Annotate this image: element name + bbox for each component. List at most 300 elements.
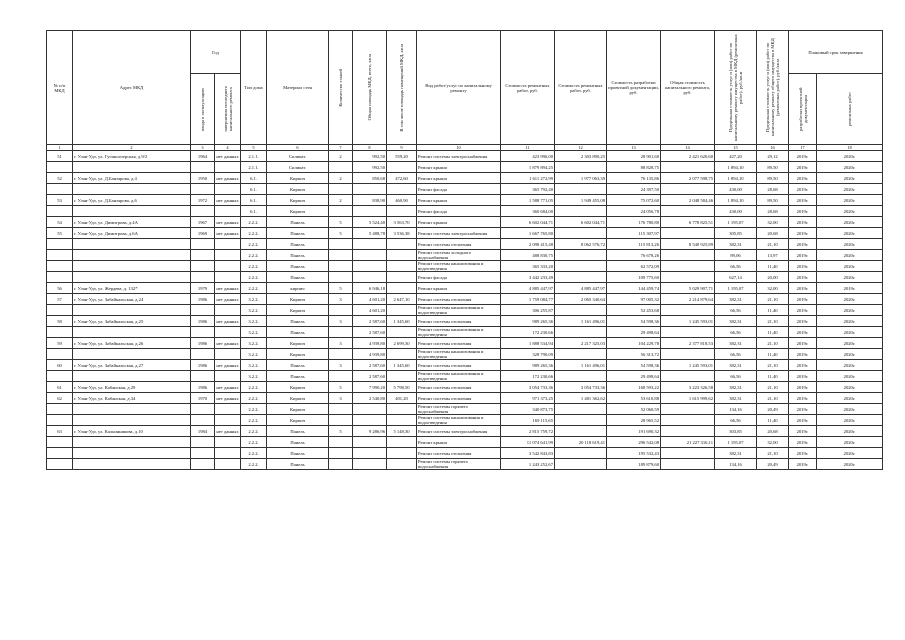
cell-repair-cost-total: 1 161 496,01	[555, 316, 607, 327]
cell-work-type: Ремонт системы горячего водоснабжения	[417, 459, 501, 470]
cell-commission-year: 1986	[191, 382, 215, 393]
cell-work-type: Ремонт системы отопления	[417, 316, 501, 327]
header-plan-group: Плановый срок завершения	[789, 31, 883, 74]
cell-wall-material: кирпич	[267, 283, 329, 294]
column-number: 3	[191, 145, 215, 151]
cell-design-deadline: 2019г.	[789, 250, 817, 261]
cell-design-cost: 62 572,09	[607, 261, 661, 272]
cell-repair-cost: 172 230,66	[501, 371, 555, 382]
table-row	[47, 448, 883, 459]
cell-repair-cost-total	[555, 426, 607, 437]
document-page	[46, 30, 882, 470]
cell-repair-deadline: 2020г.	[817, 327, 883, 338]
column-number: 13	[607, 145, 661, 151]
cell-commission-year: 1950	[191, 173, 215, 184]
cell-work-type: Ремонт крыши	[417, 162, 501, 173]
cell-house-type: 2.2.2.	[241, 415, 267, 426]
cell-total-area: 5 488,78	[353, 228, 387, 239]
cell-repair-cost-total: 3 054 733,36	[555, 382, 607, 393]
cell-total-area: 2 587,60	[353, 360, 387, 371]
cell-wall-material: Силикат.	[267, 162, 329, 173]
cell-address	[73, 448, 191, 459]
cell-limit-cost-1: 305,85	[715, 228, 757, 239]
cell-repair-cost: 3 442 233,49	[501, 272, 555, 283]
cell-work-type: Ремонт системы отопления	[417, 393, 501, 404]
header-repair-deadline: ремонтных работ	[847, 92, 853, 126]
cell-house-type: 6.1.	[241, 195, 267, 206]
cell-wall-material: Кирпич	[267, 305, 329, 316]
cell-limit-cost-2: 89,50	[757, 162, 789, 173]
cell-repair-deadline: 2020г.	[817, 371, 883, 382]
cell-design-deadline: 2019г.	[789, 195, 817, 206]
cell-premises-area: 5 148,30	[387, 426, 417, 437]
cell-repair-deadline: 2020г.	[817, 338, 883, 349]
cell-design-cost: 76 678,26	[607, 250, 661, 261]
cell-floors	[329, 250, 353, 261]
cell-design-cost: 56 313,72	[607, 349, 661, 360]
cell-premises-area: 472,60	[387, 173, 417, 184]
cell-repair-deadline: 2020г.	[817, 294, 883, 305]
cell-design-deadline: 2019г.	[789, 261, 817, 272]
cell-limit-cost-1: 66,56	[715, 349, 757, 360]
cell-repair-cost-total: 1 949 455,08	[555, 195, 607, 206]
cell-work-type: Ремонт фасада	[417, 272, 501, 283]
cell-repair-cost-total: 4 885 447,97	[555, 283, 607, 294]
cell-limit-cost-2: 21,10	[757, 382, 789, 393]
cell-premises-area	[387, 162, 417, 173]
cell-address: г. Улан-Удэ, ул. Димитрова, д.4А	[73, 217, 191, 228]
cell-repair-deadline: 2020г.	[817, 217, 883, 228]
cell-work-type: Ремонт системы канализования и водоотведения	[417, 349, 501, 360]
cell-limit-cost-1: 89,06	[715, 250, 757, 261]
cell-design-deadline: 2019г.	[789, 162, 817, 173]
cell-floors: 5	[329, 228, 353, 239]
cell-address	[73, 327, 191, 338]
cell-repair-cost: 172 230,66	[501, 327, 555, 338]
column-number: 16	[757, 145, 789, 151]
table-row	[47, 294, 883, 305]
cell-floors	[329, 459, 353, 470]
cell-repair-cost: 11 074 641,99	[501, 437, 555, 448]
cell-row-number: 63	[47, 426, 73, 437]
cell-limit-cost-2: 21,10	[757, 338, 789, 349]
cell-total-cost: 2 214 879,64	[661, 294, 715, 305]
cell-floors	[329, 239, 353, 250]
cell-premises-area	[387, 305, 417, 316]
cell-repair-cost: 365 792,40	[501, 184, 555, 195]
cell-house-type: 2.2.2.	[241, 448, 267, 459]
cell-address	[73, 437, 191, 448]
table-row	[47, 250, 883, 261]
cell-design-cost: 115 307,97	[607, 228, 661, 239]
cell-design-deadline: 2019г.	[789, 151, 817, 162]
cell-row-number: 61	[47, 382, 73, 393]
cell-wall-material: Панель	[267, 426, 329, 437]
cell-design-deadline: 2019г.	[789, 327, 817, 338]
cell-premises-area: 3 536,38	[387, 228, 417, 239]
cell-commission-year	[191, 459, 215, 470]
table-row	[47, 404, 883, 415]
cell-design-cost: 189 879,60	[607, 459, 661, 470]
cell-house-type: 2.2.2.	[241, 459, 267, 470]
cell-total-area: 838,90	[353, 195, 387, 206]
cell-row-number	[47, 261, 73, 272]
cell-limit-cost-1: 382,31	[715, 338, 757, 349]
cell-premises-area	[387, 404, 417, 415]
column-number: 10	[417, 145, 501, 151]
cell-floors	[329, 349, 353, 360]
cell-repair-deadline: 2020г.	[817, 459, 883, 470]
cell-commission-year: 1984	[191, 426, 215, 437]
table-row	[47, 382, 883, 393]
table-row	[47, 162, 883, 173]
cell-repair-cost-total	[555, 349, 607, 360]
table-body	[47, 151, 883, 470]
header-commission-year: ввода в эксплуатацию	[200, 87, 205, 131]
header-work-type: Вид работ/услуг по капитальному ремонту	[417, 31, 501, 145]
cell-repair-deadline: 2020г.	[817, 206, 883, 217]
cell-premises-area	[387, 206, 417, 217]
cell-repair-cost: 2 098 415,48	[501, 239, 555, 250]
cell-floors: 5	[329, 217, 353, 228]
cell-wall-material: Панель	[267, 272, 329, 283]
column-number: 6	[267, 145, 329, 151]
cell-work-type: Ремонт системы отопления	[417, 239, 501, 250]
cell-address: г. Улан-Удэ, ул. Кабанская, д.29	[73, 382, 191, 393]
cell-work-type: Ремонт крыши	[417, 173, 501, 184]
cell-limit-cost-1: 1 894,10	[715, 162, 757, 173]
cell-address: г. Улан-Удэ, ул. Забайкальская, д.27	[73, 360, 191, 371]
cell-floors	[329, 437, 353, 448]
header-limit-cost-2: Предельная стоимость услуг и (или) работ по капитальному ремонту общего имущества в МКД (ремонтных работ), руб./кв.м	[765, 38, 781, 137]
cell-limit-cost-2: 11,40	[757, 415, 789, 426]
cell-limit-cost-1: 430,00	[715, 184, 757, 195]
cell-repair-cost: 1 243 252,67	[501, 459, 555, 470]
cell-house-type: 2.2.2.	[241, 272, 267, 283]
cell-total-cost	[661, 327, 715, 338]
cell-total-cost	[661, 228, 715, 239]
cell-repair-cost-total: 6 602 044,71	[555, 217, 607, 228]
cell-repair-deadline: 2020г.	[817, 162, 883, 173]
cell-repair-cost-total	[555, 459, 607, 470]
cell-floors	[329, 305, 353, 316]
cell-row-number: 52	[47, 173, 73, 184]
cell-floors: 5	[329, 382, 353, 393]
cell-total-area: 4 601,20	[353, 294, 387, 305]
cell-premises-area: 5 798,50	[387, 382, 417, 393]
cell-total-cost: 1 615 999,62	[661, 393, 715, 404]
cell-premises-area	[387, 250, 417, 261]
cell-commission-year	[191, 206, 215, 217]
cell-repair-deadline: 2020г.	[817, 228, 883, 239]
cell-repair-deadline: 2020г.	[817, 250, 883, 261]
cell-commission-year	[191, 415, 215, 426]
cell-premises-area: 2 699,30	[387, 338, 417, 349]
cell-repair-cost-total	[555, 250, 607, 261]
cell-limit-cost-1: 382,31	[715, 316, 757, 327]
cell-row-number	[47, 459, 73, 470]
cell-design-cost: 29 498,64	[607, 327, 661, 338]
cell-row-number	[47, 206, 73, 217]
cell-row-number: 53	[47, 195, 73, 206]
cell-last-repair-year	[215, 459, 241, 470]
header-row-number: № п/п МКД	[47, 31, 73, 145]
cell-repair-deadline: 2020г.	[817, 173, 883, 184]
cell-premises-area: 1 345,60	[387, 316, 417, 327]
cell-design-cost: 75 072,60	[607, 195, 661, 206]
cell-wall-material: Панель	[267, 437, 329, 448]
cell-premises-area	[387, 415, 417, 426]
cell-commission-year	[191, 261, 215, 272]
cell-limit-cost-2: 21,10	[757, 393, 789, 404]
cell-limit-cost-1: 382,31	[715, 448, 757, 459]
cell-house-type: 3.2.2.	[241, 294, 267, 305]
cell-row-number	[47, 272, 73, 283]
cell-design-deadline: 2019г.	[789, 239, 817, 250]
cell-work-type: Ремонт фасада	[417, 184, 501, 195]
cell-premises-area	[387, 349, 417, 360]
cell-wall-material: Кирпич	[267, 393, 329, 404]
cell-work-type: Ремонт системы канализования и водоотведения	[417, 327, 501, 338]
cell-design-cost: 115 813,26	[607, 239, 661, 250]
cell-last-repair-year	[215, 239, 241, 250]
cell-design-deadline: 2019г.	[789, 426, 817, 437]
cell-repair-cost-total: 2 303 890,25	[555, 151, 607, 162]
cell-work-type: Ремонт системы отопления	[417, 338, 501, 349]
cell-row-number	[47, 327, 73, 338]
cell-floors	[329, 184, 353, 195]
cell-address	[73, 305, 191, 316]
cell-house-type: 3.2.2.	[241, 360, 267, 371]
column-number: 11	[501, 145, 555, 151]
cell-last-repair-year: нет данных	[215, 228, 241, 239]
cell-repair-cost: 169 115,65	[501, 415, 555, 426]
cell-house-type: 3.2.2.	[241, 349, 267, 360]
cell-row-number	[47, 448, 73, 459]
cell-commission-year: 1986	[191, 360, 215, 371]
cell-design-cost: 28 965,52	[607, 415, 661, 426]
cell-limit-cost-1: 1 894,10	[715, 195, 757, 206]
cell-row-number: 59	[47, 338, 73, 349]
cell-total-cost	[661, 415, 715, 426]
cell-house-type: 2.2.2.	[241, 239, 267, 250]
cell-row-number	[47, 415, 73, 426]
cell-floors: 2	[329, 173, 353, 184]
cell-wall-material: Кирпич	[267, 294, 329, 305]
table-row	[47, 272, 883, 283]
cell-repair-cost-total	[555, 415, 607, 426]
cell-floors	[329, 404, 353, 415]
cell-limit-cost-2: 11,40	[757, 327, 789, 338]
cell-repair-deadline: 2020г.	[817, 261, 883, 272]
cell-repair-cost: 423 996,00	[501, 151, 555, 162]
cell-row-number: 56	[47, 283, 73, 294]
table-row	[47, 184, 883, 195]
cell-design-cost: 195 532,43	[607, 448, 661, 459]
cell-limit-cost-1: 382,31	[715, 393, 757, 404]
cell-total-cost	[661, 404, 715, 415]
cell-total-area	[353, 239, 387, 250]
cell-repair-deadline: 2020г.	[817, 426, 883, 437]
cell-row-number: 55	[47, 228, 73, 239]
cell-limit-cost-1: 134,16	[715, 459, 757, 470]
cell-repair-cost: 2 815 759,72	[501, 426, 555, 437]
cell-commission-year	[191, 448, 215, 459]
cell-row-number: 51	[47, 151, 73, 162]
column-number: 1	[47, 145, 73, 151]
cell-repair-cost-total: 1 481 362,62	[555, 393, 607, 404]
cell-last-repair-year: нет данных	[215, 338, 241, 349]
cell-wall-material: Панель	[267, 371, 329, 382]
cell-limit-cost-2: 20,49	[757, 404, 789, 415]
cell-total-area: 850,68	[353, 173, 387, 184]
cell-wall-material: Панель	[267, 228, 329, 239]
cell-total-area: 2 587,60	[353, 327, 387, 338]
cell-wall-material: Кирпич	[267, 206, 329, 217]
cell-limit-cost-1: 382,31	[715, 239, 757, 250]
cell-house-type: 2.2.2.	[241, 382, 267, 393]
cell-commission-year: 1969	[191, 228, 215, 239]
cell-total-cost: 1 245 593,01	[661, 316, 715, 327]
cell-limit-cost-1: 1 894,10	[715, 173, 757, 184]
cell-limit-cost-1: 66,56	[715, 415, 757, 426]
cell-design-cost: 144 459,74	[607, 283, 661, 294]
cell-design-cost: 52 453,68	[607, 305, 661, 316]
cell-design-deadline: 2019г.	[789, 173, 817, 184]
cell-design-cost: 168 593,22	[607, 382, 661, 393]
cell-total-cost	[661, 349, 715, 360]
cell-repair-cost-total	[555, 327, 607, 338]
cell-design-deadline: 2019г.	[789, 459, 817, 470]
cell-wall-material: Кирпич	[267, 195, 329, 206]
cell-limit-cost-2: 20,00	[757, 272, 789, 283]
cell-work-type: Ремонт системы отопления	[417, 448, 501, 459]
cell-total-cost: 3 223 326,58	[661, 382, 715, 393]
cell-limit-cost-2: 21,10	[757, 316, 789, 327]
cell-repair-deadline: 2020г.	[817, 415, 883, 426]
cell-row-number	[47, 184, 73, 195]
cell-total-cost: 1 245 593,01	[661, 360, 715, 371]
header-total-area: Общая площадь МКД, всего, кв.м	[367, 54, 373, 121]
cell-commission-year	[191, 305, 215, 316]
cell-limit-cost-2: 20,49	[757, 459, 789, 470]
cell-repair-cost-total: 8 062 576,72	[555, 239, 607, 250]
cell-repair-cost: 1 667 765,80	[501, 228, 555, 239]
cell-total-cost	[661, 261, 715, 272]
header-premises-area: В том числе площадь помещений МКД, кв.м	[399, 43, 405, 132]
cell-limit-cost-1: 66,56	[715, 371, 757, 382]
cell-repair-cost-total	[555, 261, 607, 272]
header-design-cost: Стоимость разработки проектной документации, руб.	[607, 31, 661, 145]
cell-total-area	[353, 261, 387, 272]
cell-address: г. Улан-Удэ, ул. Забайкальская, д.26	[73, 338, 191, 349]
cell-house-type: 2.2.2.	[241, 261, 267, 272]
cell-commission-year: 1979	[191, 283, 215, 294]
cell-limit-cost-2: 11,40	[757, 349, 789, 360]
cell-premises-area	[387, 448, 417, 459]
cell-repair-deadline: 2020г.	[817, 195, 883, 206]
cell-work-type: Ремонт системы отопления	[417, 382, 501, 393]
table-row	[47, 349, 883, 360]
column-number: 9	[387, 145, 417, 151]
cell-work-type: Ремонт системы канализования и водоотведения	[417, 261, 501, 272]
cell-repair-cost: 1 588 771,05	[501, 195, 555, 206]
cell-work-type: Ремонт системы канализования и водоотведения	[417, 371, 501, 382]
cell-repair-cost: 3 054 733,36	[501, 382, 555, 393]
table-row	[47, 195, 883, 206]
cell-work-type: Ремонт системы электроснабжения	[417, 228, 501, 239]
cell-row-number	[47, 371, 73, 382]
cell-wall-material: Панель	[267, 360, 329, 371]
cell-repair-cost: 1 611 272,99	[501, 173, 555, 184]
cell-limit-cost-1: 427,20	[715, 151, 757, 162]
cell-repair-cost-total: 1 161 496,01	[555, 360, 607, 371]
cell-last-repair-year	[215, 261, 241, 272]
cell-repair-deadline: 2020г.	[817, 239, 883, 250]
cell-commission-year: 1986	[191, 338, 215, 349]
table-row	[47, 426, 883, 437]
cell-last-repair-year: нет данных	[215, 426, 241, 437]
cell-last-repair-year	[215, 305, 241, 316]
cell-total-cost	[661, 184, 715, 195]
cell-limit-cost-2: 32,00	[757, 283, 789, 294]
cell-last-repair-year: нет данных	[215, 283, 241, 294]
column-number: 18	[817, 145, 883, 151]
cell-design-deadline: 2019г.	[789, 217, 817, 228]
table-row	[47, 371, 883, 382]
cell-premises-area	[387, 437, 417, 448]
cell-design-cost: 28 901,60	[607, 151, 661, 162]
cell-wall-material: Кирпич	[267, 404, 329, 415]
cell-total-area: 5 524,40	[353, 217, 387, 228]
cell-last-repair-year	[215, 349, 241, 360]
cell-total-area: 2 540,80	[353, 393, 387, 404]
cell-floors: 3	[329, 316, 353, 327]
cell-limit-cost-1: 1 195,07	[715, 437, 757, 448]
cell-wall-material: Кирпич	[267, 338, 329, 349]
cell-design-cost: 24 397,50	[607, 184, 661, 195]
header-address: Адрес МКД	[73, 31, 191, 145]
cell-commission-year	[191, 404, 215, 415]
cell-last-repair-year: нет данных	[215, 360, 241, 371]
cell-limit-cost-1: 382,31	[715, 360, 757, 371]
table-row	[47, 360, 883, 371]
cell-address	[73, 415, 191, 426]
cell-house-type: 2.1.1.	[241, 162, 267, 173]
cell-limit-cost-2: 29,12	[757, 151, 789, 162]
cell-commission-year	[191, 437, 215, 448]
cell-wall-material: Панель	[267, 239, 329, 250]
cell-house-type: 3.2.2.	[241, 327, 267, 338]
cell-last-repair-year	[215, 162, 241, 173]
cell-house-type: 6.1.	[241, 184, 267, 195]
cell-row-number	[47, 162, 73, 173]
cell-repair-cost: 971 373,25	[501, 393, 555, 404]
cell-limit-cost-1: 1 195,07	[715, 283, 757, 294]
cell-repair-cost: 306 255,87	[501, 305, 555, 316]
cell-premises-area: 460,90	[387, 195, 417, 206]
cell-repair-cost-total: 2 217 325,03	[555, 338, 607, 349]
cell-total-cost: 2 377 818,53	[661, 338, 715, 349]
cell-repair-cost: 365 333,20	[501, 261, 555, 272]
cell-floors	[329, 415, 353, 426]
cell-row-number	[47, 404, 73, 415]
cell-row-number	[47, 239, 73, 250]
cell-repair-deadline: 2020г.	[817, 404, 883, 415]
cell-wall-material: Кирпич	[267, 184, 329, 195]
cell-design-deadline: 2019г.	[789, 415, 817, 426]
cell-floors: 2	[329, 195, 353, 206]
